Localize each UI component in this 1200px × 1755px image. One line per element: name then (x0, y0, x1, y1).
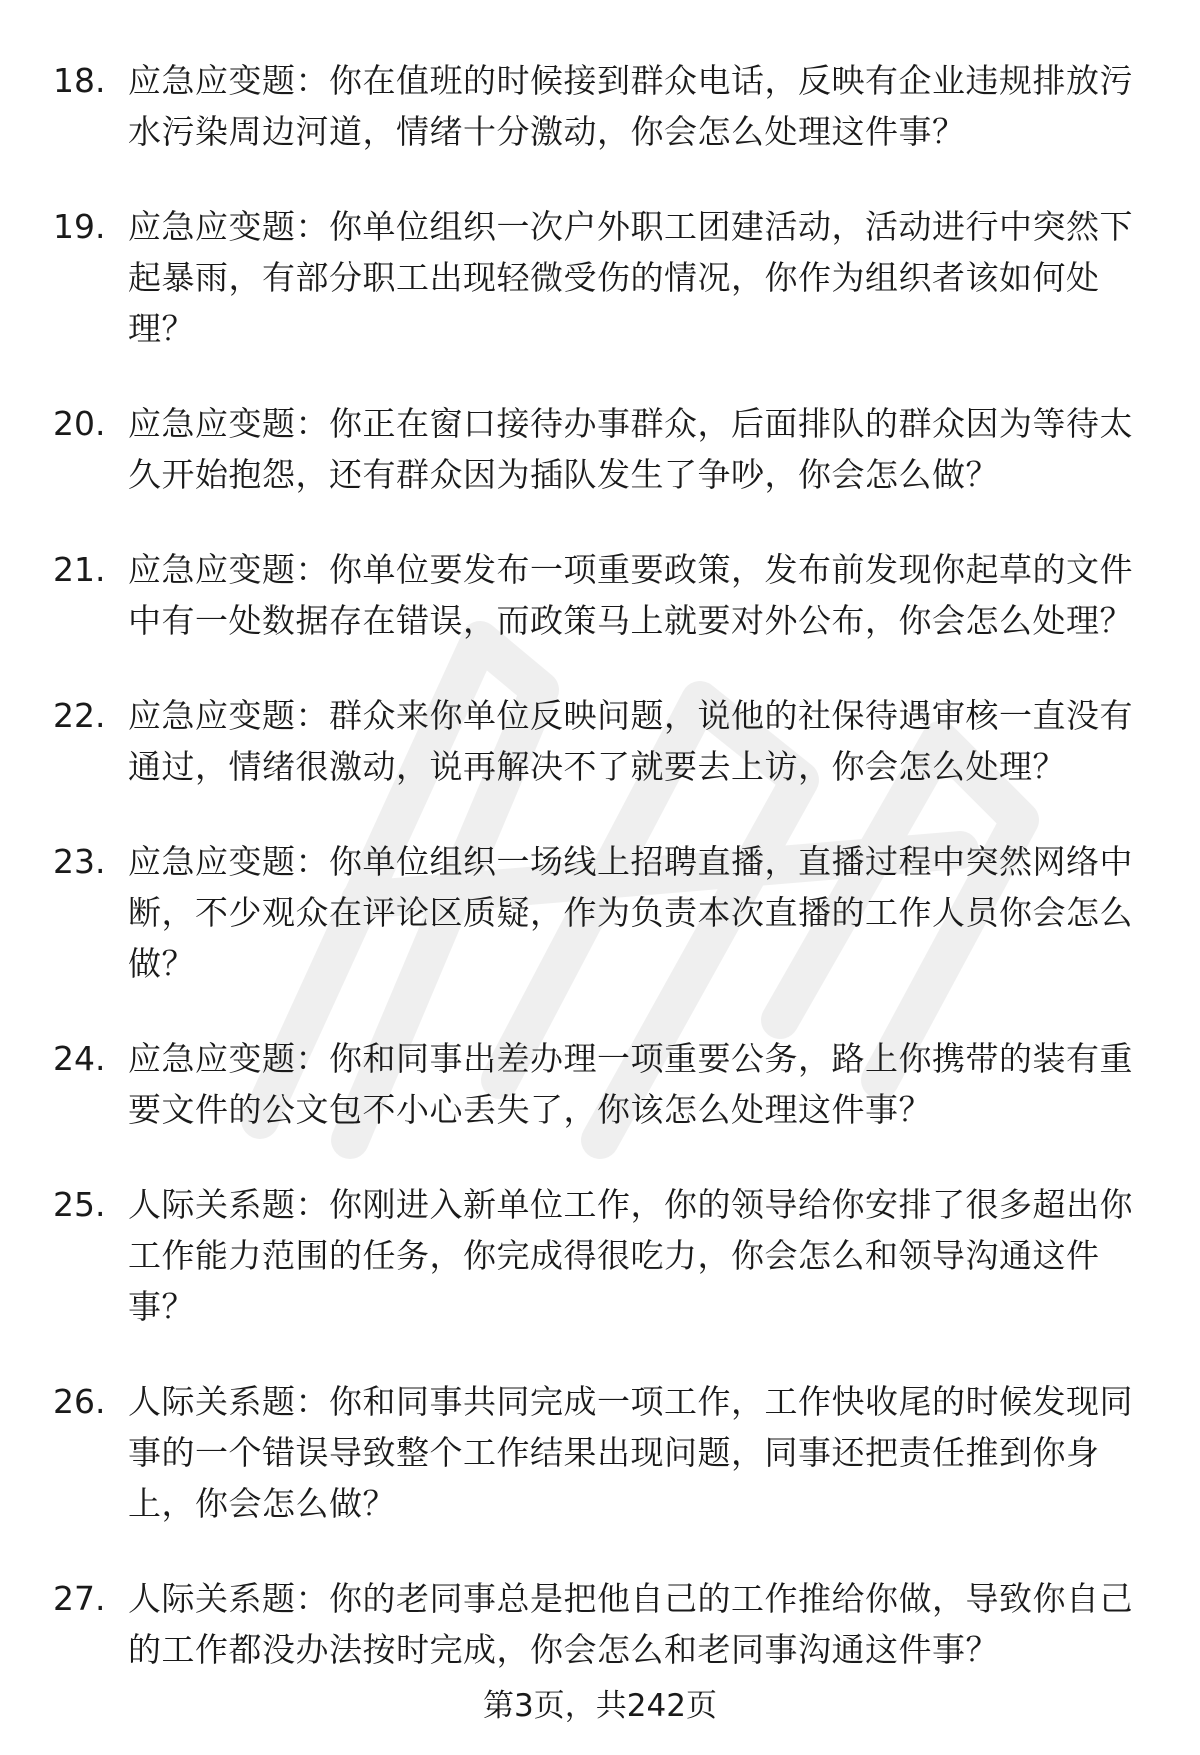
question-text: 应急应变题：你和同事出差办理一项重要公务，路上你携带的装有重要文件的公文包不小心丢失了，你该怎么处理这件事？ (128, 1039, 1133, 1129)
question-number: 27. (53, 1579, 106, 1618)
question-number: 22. (53, 696, 106, 735)
question-text: 应急应变题：你单位组织一次户外职工团建活动，活动进行中突然下起暴雨，有部分职工出现轻微受伤的情况，你作为组织者该如何处理？ (128, 207, 1133, 348)
question-list (53, 55, 1148, 1719)
question-number: 25. (53, 1185, 106, 1224)
question-number: 19. (53, 207, 106, 246)
page-footer (0, 1686, 1200, 1726)
question-number: 20. (53, 404, 106, 443)
question-text: 应急应变题：群众来你单位反映问题，说他的社保待遇审核一直没有通过，情绪很激动，说再解决不了就要去上访，你会怎么处理？ (128, 696, 1133, 786)
question-item (53, 1033, 1148, 1135)
question-item (53, 1179, 1148, 1332)
question-item (53, 398, 1148, 500)
question-number: 18. (53, 61, 106, 100)
question-number: 21. (53, 550, 106, 589)
question-item (53, 544, 1148, 646)
question-text: 应急应变题：你在值班的时候接到群众电话，反映有企业违规排放污水污染周边河道，情绪十分激动，你会怎么处理这件事？ (128, 61, 1133, 151)
question-text: 应急应变题：你单位要发布一项重要政策，发布前发现你起草的文件中有一处数据存在错误，而政策马上就要对外公布，你会怎么处理？ (128, 550, 1133, 640)
question-item (53, 55, 1148, 157)
question-text: 应急应变题：你正在窗口接待办事群众，后面排队的群众因为等待太久开始抱怨，还有群众因为插队发生了争吵，你会怎么做？ (128, 404, 1133, 494)
question-text: 人际关系题：你刚进入新单位工作，你的领导给你安排了很多超出你工作能力范围的任务，你完成得很吃力，你会怎么和领导沟通这件事？ (128, 1185, 1133, 1326)
question-item (53, 690, 1148, 792)
question-number: 26. (53, 1382, 106, 1421)
question-number: 23. (53, 842, 106, 881)
question-item (53, 201, 1148, 354)
question-item (53, 836, 1148, 989)
question-item (53, 1573, 1148, 1675)
question-text: 人际关系题：你的老同事总是把他自己的工作推给你做，导致你自己的工作都没办法按时完成，你会怎么和老同事沟通这件事？ (128, 1579, 1133, 1669)
page-number-label: 第3页，共242页 (483, 1688, 717, 1724)
question-item (53, 1376, 1148, 1529)
question-text: 人际关系题：你和同事共同完成一项工作，工作快收尾的时候发现同事的一个错误导致整个工作结果出现问题，同事还把责任推到你身上，你会怎么做？ (128, 1382, 1133, 1523)
question-text: 应急应变题：你单位组织一场线上招聘直播，直播过程中突然网络中断，不少观众在评论区质疑，作为负责本次直播的工作人员你会怎么做？ (128, 842, 1133, 983)
question-number: 24. (53, 1039, 106, 1078)
